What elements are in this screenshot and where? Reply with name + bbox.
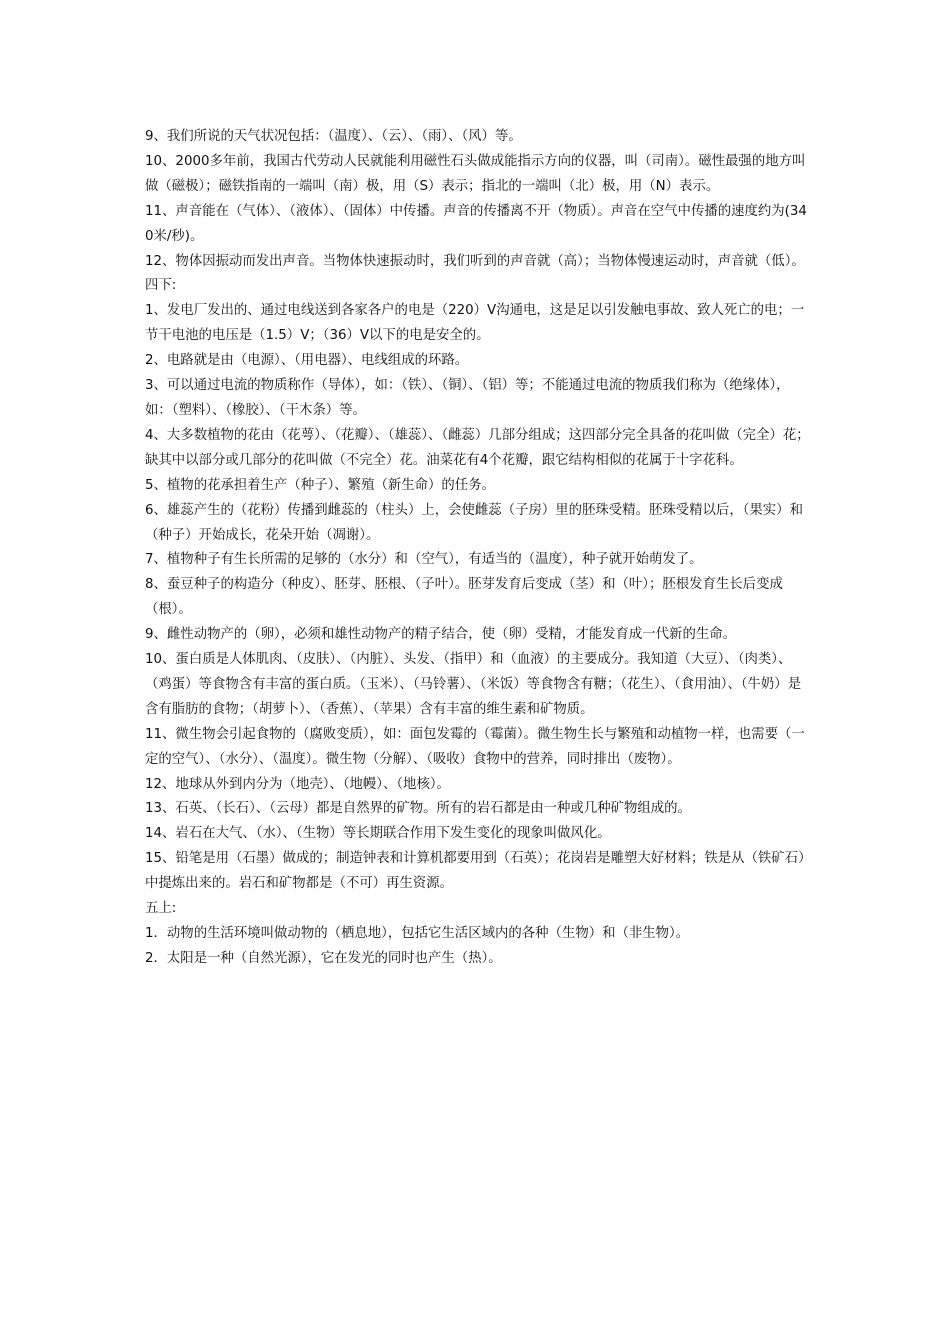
paragraph-g4-3: 3、可以通过电流的物质称作（导体），如：（铁）、（铜）、（铝）等；不能通过电流的物质我们称为（绝缘体），如：（塑料）、（橡胶）、（干木条）等。 (145, 378, 790, 418)
paragraph-g4-6: 6、雄蕊产生的（花粉）传播到雌蕊的（柱头）上，会使雌蕊（子房）里的胚珠受精。胚珠受精以后，（果实）和（种子）开始成长，花朵开始（凋谢）。 (145, 502, 803, 543)
paragraph-g4-8: 8、蚕豆种子的构造分（种皮）、胚芽、胚根、（子叶）。胚芽发育后变成（茎）和（叶）；胚根发育生长后变成（根）。 (145, 577, 783, 618)
paragraph-g4-1: 1、发电厂发出的、通过电线送到各家各户的电是（220）V沟通电，这是足以引发触电事故、致人死亡的电；一节干电池的电压是（1.5）V；（36）V以下的电是安全的。 (145, 303, 805, 344)
paragraph-12: 12、物体因振动而发出声音。当物体快速振动时，我们听到的声音就（高）；当物体慢速运动时，声音就（低）。 (145, 253, 805, 269)
section-heading-grade5-first: 五上: (145, 901, 177, 917)
paragraph-g4-7: 7、植物种子有生长所需的足够的（水分）和（空气），有适当的（温度），种子就开始萌发了。 (145, 552, 703, 568)
paragraph-g4-5: 5、植物的花承担着生产（种子）、繁殖（新生命）的任务。 (145, 477, 495, 493)
paragraph-g4-15: 15、铅笔是用（石墨）做成的；制造钟表和计算机都要用到（石英）；花岗岩是雕塑大好材料；铁是从（铁矿石）中提炼出来的。岩石和矿物都是（不可）再生资源。 (145, 851, 805, 892)
paragraph-g4-9: 9、雌性动物产的（卵），必须和雄性动物产的精子结合，使（卵）受精，才能发育成一代新的生命。 (145, 627, 737, 643)
paragraph-g5-2: 2．太阳是一种（自然光源），它在发光的同时也产生（热）。 (145, 950, 502, 966)
paragraph-9: 9、我们所说的天气状况包括：（温度）、（云）、（雨）、（风）等。 (145, 129, 522, 144)
paragraph-g4-4: 4、大多数植物的花由（花萼）、（花瓣）、（雄蕊）、（雌蕊）几部分组成；这四部分完全具备的花叫做（完全）花；缺其中以部分或几部分的花叫做（不完全）花。油菜花有4个花瓣，跟它结构相似的花属于十字花科。 (145, 427, 810, 468)
paragraph-g4-11: 11、微生物会引起食物的（腐败变质），如：面包发霉的（霉菌）。微生物生长与繁殖和动植物一样，也需要（一定的空气）、（水分）、（温度）。微生物（分解）、（吸收）食物中的营养，同时排出（废物）。 (145, 726, 805, 767)
paragraph-g4-2: 2、电路就是由（电源）、（用电器）、电线组成的环路。 (145, 353, 469, 369)
paragraph-g4-12: 12、地球从外到内分为（地壳）、（地幔）、（地核）。 (145, 776, 450, 792)
paragraph-10: 10、2000多年前，我国古代劳动人民就能利用磁性石头做成能指示方向的仪器，叫（司南）。磁性最强的地方叫做（磁极）；磁铁指南的一端叫（南）极，用（S）表示；指北的一端叫（北）极，用（N）表示。 (145, 153, 806, 194)
paragraph-11: 11、声音能在（气体）、（液体）、（固体）中传播。声音的传播离不开（物质）。声音在空气中传播的速度约为(340米/秒)。 (145, 203, 807, 244)
paragraph-g4-10: 10、蛋白质是人体肌肉、（皮肤）、（内脏）、头发、（指甲）和（血液）的主要成分。我知道（大豆）、（肉类）、（鸡蛋）等食物含有丰富的蛋白质。（玉米）、（马铃薯）、（米饭）等食物含有糖；（花生）、（食用油）、（牛奶）是含有脂肪的食物；（胡萝卜）、（香蕉）、（苹果）含有丰富的维生素和矿物质。 (145, 652, 802, 717)
paragraph-g4-14: 14、岩石在大气、（水）、（生物）等长期联合作用下发生变化的现象叫做风化。 (145, 826, 611, 842)
section-heading-grade4-second: 四下: (145, 278, 177, 294)
paragraph-g5-1: 1．动物的生活环境叫做动物的（栖息地），包括它生活区域内的各种（生物）和（非生物）。 (145, 926, 690, 941)
paragraph-g4-13: 13、石英、（长石）、（云母）都是自然界的矿物。所有的岩石都是由一种或几种矿物组成的。 (145, 801, 691, 817)
document-body (145, 125, 810, 972)
